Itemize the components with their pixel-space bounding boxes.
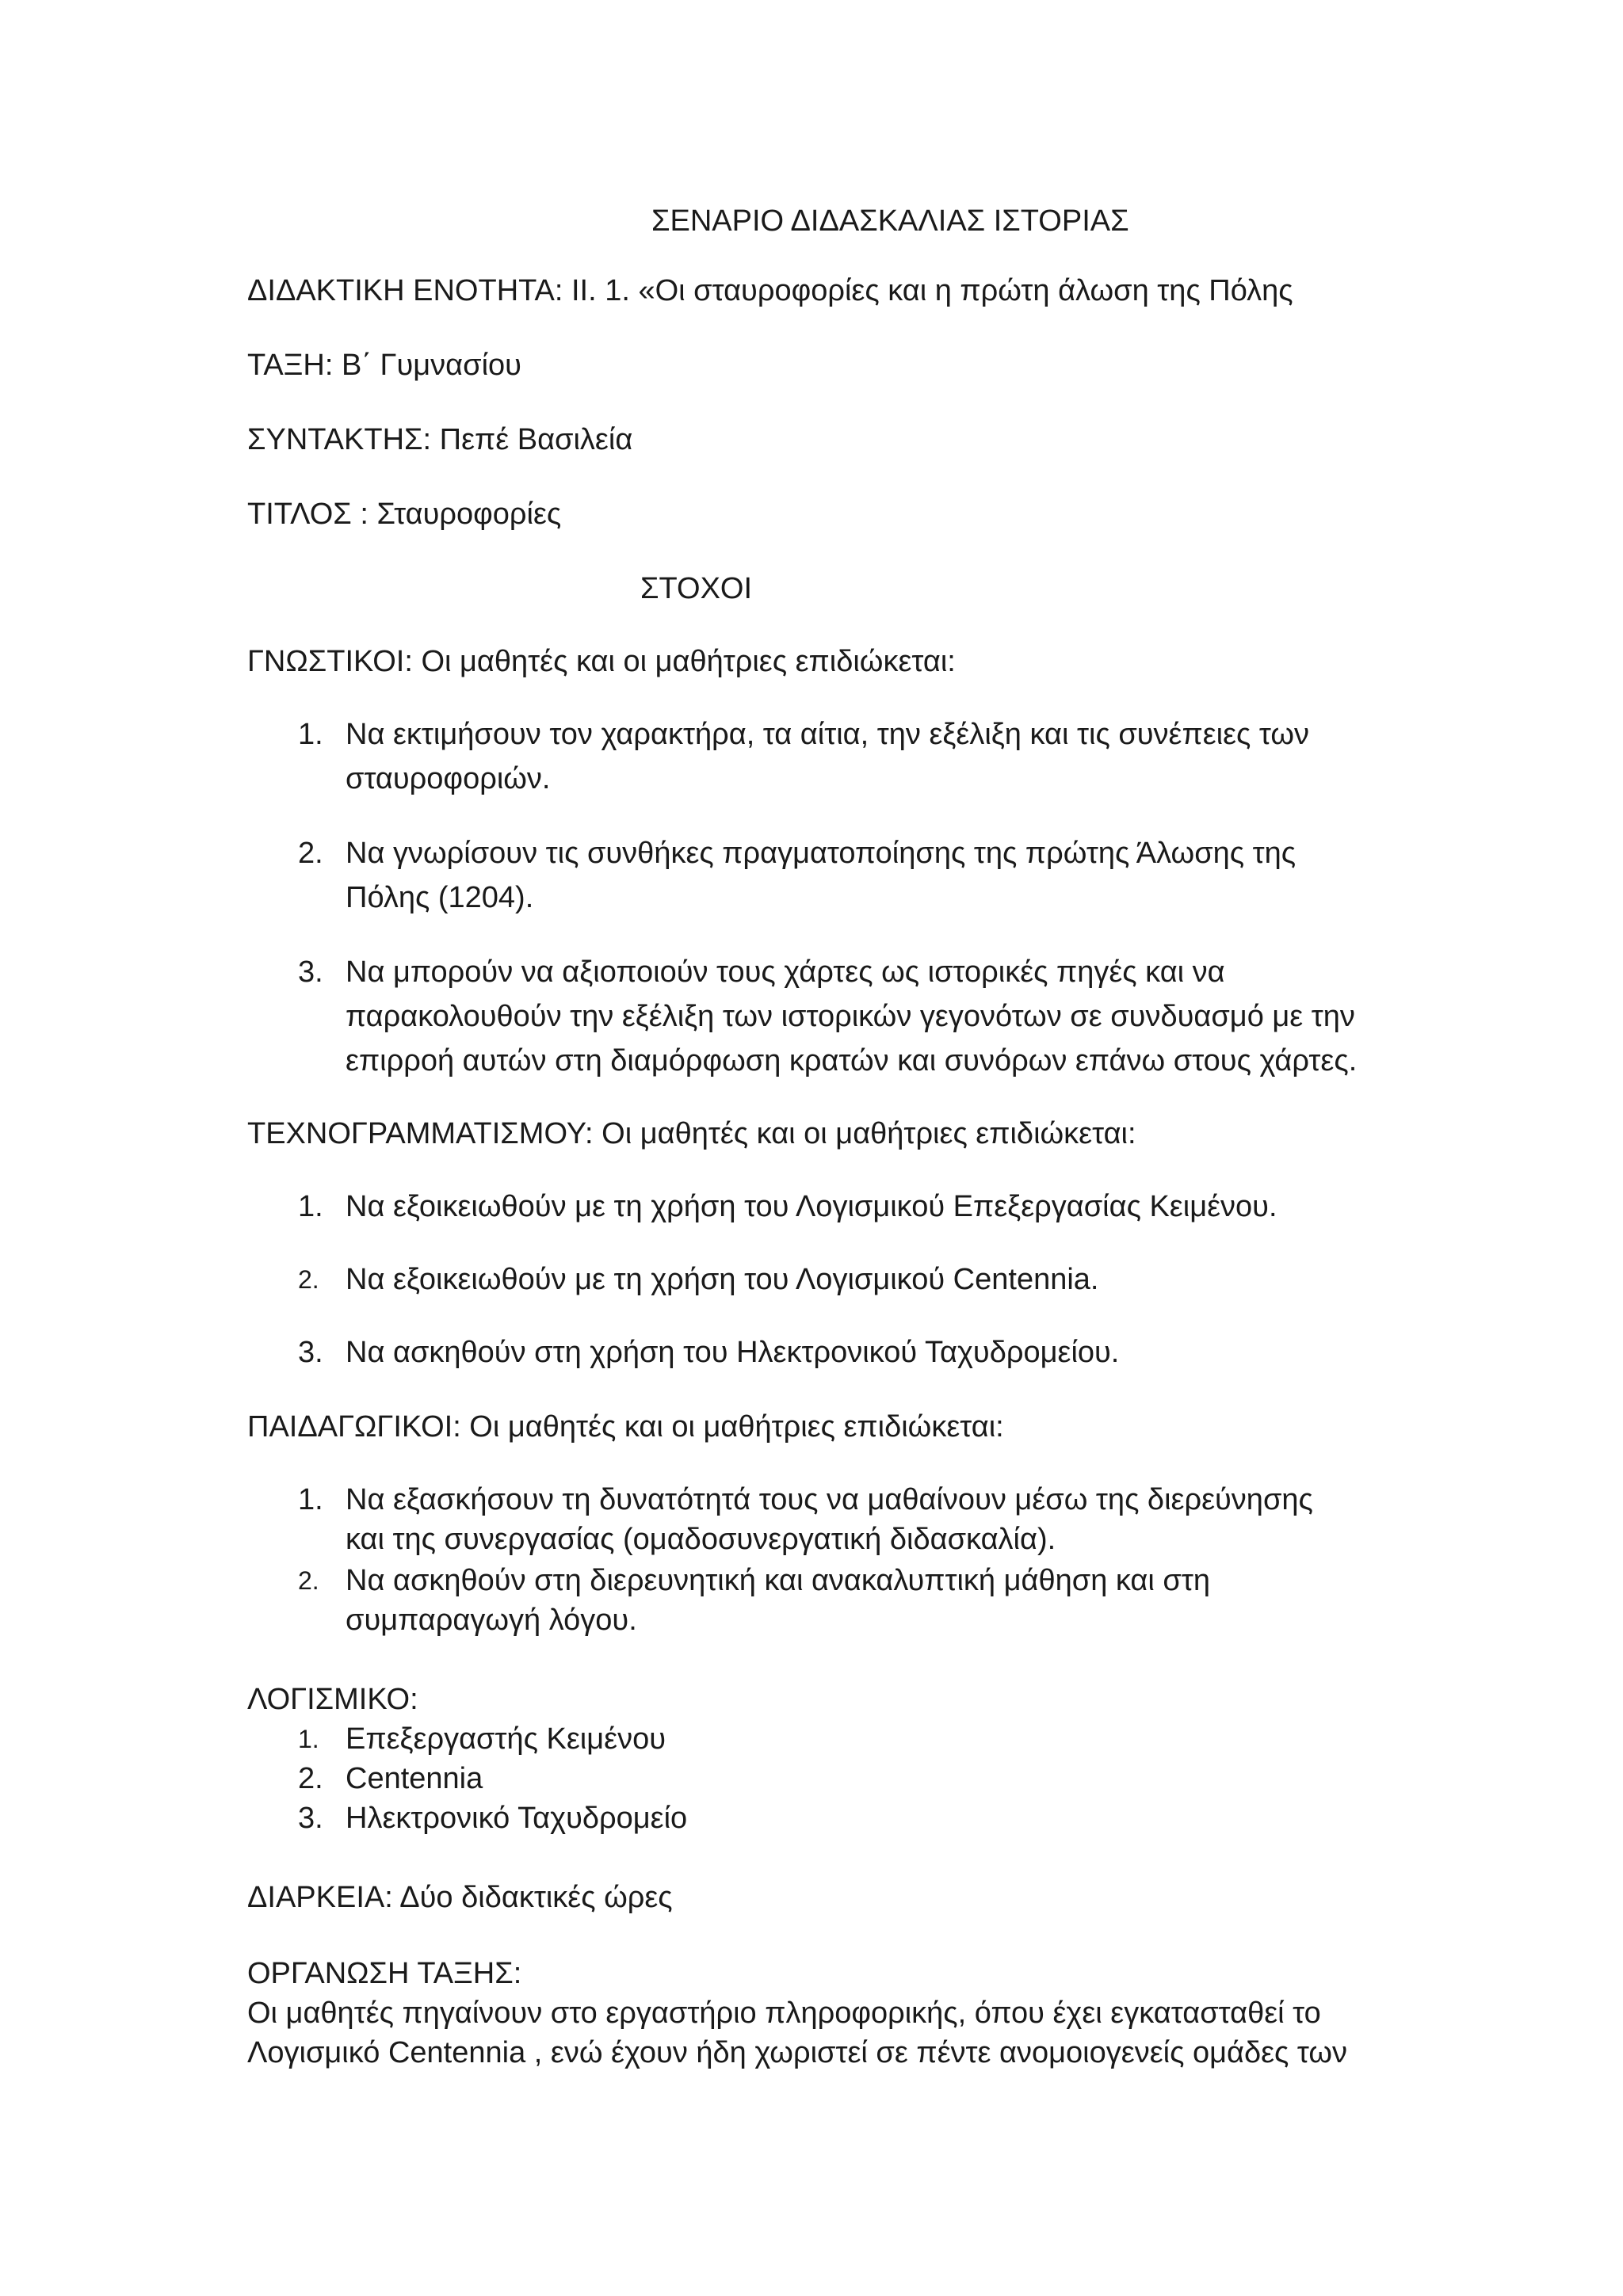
pedagogical-heading: ΠΑΙΔΑΓΩΓΙΚΟΙ: Οι μαθητές και οι μαθήτριες επιδιώκεται: <box>247 1410 1004 1444</box>
list-number: 3. <box>298 1336 323 1369</box>
organization-heading: ΟΡΓΑΝΩΣΗ ΤΑΞΗΣ: <box>247 1957 522 1990</box>
list-number: 3. <box>298 955 323 989</box>
software-heading: ΛΟΓΙΣΜΙΚΟ: <box>247 1683 418 1716</box>
duration: ΔΙΑΡΚΕΙΑ: Δύο διδακτικές ώρες <box>247 1881 673 1914</box>
class-grade: ΤΑΞΗ: Β΄ Γυμνασίου <box>247 349 521 382</box>
list-number: 1. <box>298 718 323 751</box>
doc-title: ΤΙΤΛΟΣ : Σταυροφορίες <box>247 498 562 531</box>
list-text: Να εξοικειωθούν με τη χρήση του Λογισμικού Centennia. <box>346 1263 1099 1296</box>
goals-heading: ΣΤΟΧΟΙ <box>640 572 753 605</box>
list-text: Να μπορούν να αξιοποιούν τους χάρτες ως ιστορικές πηγές και να <box>346 955 1225 989</box>
list-text: Να εκτιμήσουν τον χαρακτήρα, τα αίτια, την εξέλιξη και τις συνέπειες των <box>346 718 1310 751</box>
author: ΣΥΝΤΑΚΤΗΣ: Πεπέ Βασιλεία <box>247 423 633 456</box>
list-number: 1. <box>298 1483 323 1516</box>
list-text: Να ασκηθούν στη διερευνητική και ανακαλυπτική μάθηση και στη <box>346 1564 1210 1597</box>
teaching-unit: ΔΙΔΑΚΤΙΚΗ ΕΝΟΤΗΤΑ: ΙΙ. 1. «Οι σταυροφορίες και η πρώτη άλωση της Πόλης <box>247 274 1293 307</box>
list-text: Centennia <box>346 1762 483 1795</box>
list-text: Να γνωρίσουν τις συνθήκες πραγματοποίησης της πρώτης Άλωσης της <box>346 837 1296 870</box>
list-number: 2. <box>298 1566 319 1595</box>
organization-text: Λογισμικό Centennia , ενώ έχουν ήδη χωριστεί σε πέντε ανομοιογενείς ομάδες των <box>247 2036 1348 2069</box>
list-text: Επεξεργαστής Κειμένου <box>346 1722 666 1756</box>
tech-heading: ΤΕΧΝΟΓΡΑΜΜΑΤΙΣΜΟΥ: Οι μαθητές και οι μαθήτριες επιδιώκεται: <box>247 1117 1136 1150</box>
list-text: σταυροφοριών. <box>346 762 551 795</box>
document-title: ΣΕΝΑΡΙΟ ΔΙΔΑΣΚΑΛΙΑΣ ΙΣΤΟΡΙΑΣ <box>651 204 1129 238</box>
list-text: Να εξασκήσουν τη δυνατότητά τους να μαθαίνουν μέσω της διερεύνησης <box>346 1483 1313 1516</box>
list-text: επιρροή αυτών στη διαμόρφωση κρατών και συνόρων επάνω στους χάρτες. <box>346 1044 1358 1077</box>
list-text: Πόλης (1204). <box>346 881 534 914</box>
list-number: 1. <box>298 1725 319 1753</box>
cognitive-heading: ΓΝΩΣΤΙΚΟΙ: Οι μαθητές και οι μαθήτριες επιδιώκεται: <box>247 645 956 678</box>
list-text: παρακολουθούν την εξέλιξη των ιστορικών γεγονότων σε συνδυασμό με την <box>346 1000 1355 1033</box>
list-number: 2. <box>298 1762 323 1795</box>
list-number: 1. <box>298 1190 323 1223</box>
list-text: Ηλεκτρονικό Ταχυδρομείο <box>346 1802 688 1835</box>
organization-text: Οι μαθητές πηγαίνουν στο εργαστήριο πληροφορικής, όπου έχει εγκατασταθεί το <box>247 1997 1321 2030</box>
list-text: Να εξοικειωθούν με τη χρήση του Λογισμικού Επεξεργασίας Κειμένου. <box>346 1190 1277 1223</box>
list-text: Να ασκηθούν στη χρήση του Ηλεκτρονικού Ταχυδρομείου. <box>346 1336 1120 1369</box>
list-number: 2. <box>298 837 323 870</box>
list-text: συμπαραγωγή λόγου. <box>346 1604 637 1637</box>
list-number: 2. <box>298 1265 319 1294</box>
list-number: 3. <box>298 1802 323 1835</box>
list-text: και της συνεργασίας (ομαδοσυνεργατική διδασκαλία). <box>346 1523 1056 1556</box>
